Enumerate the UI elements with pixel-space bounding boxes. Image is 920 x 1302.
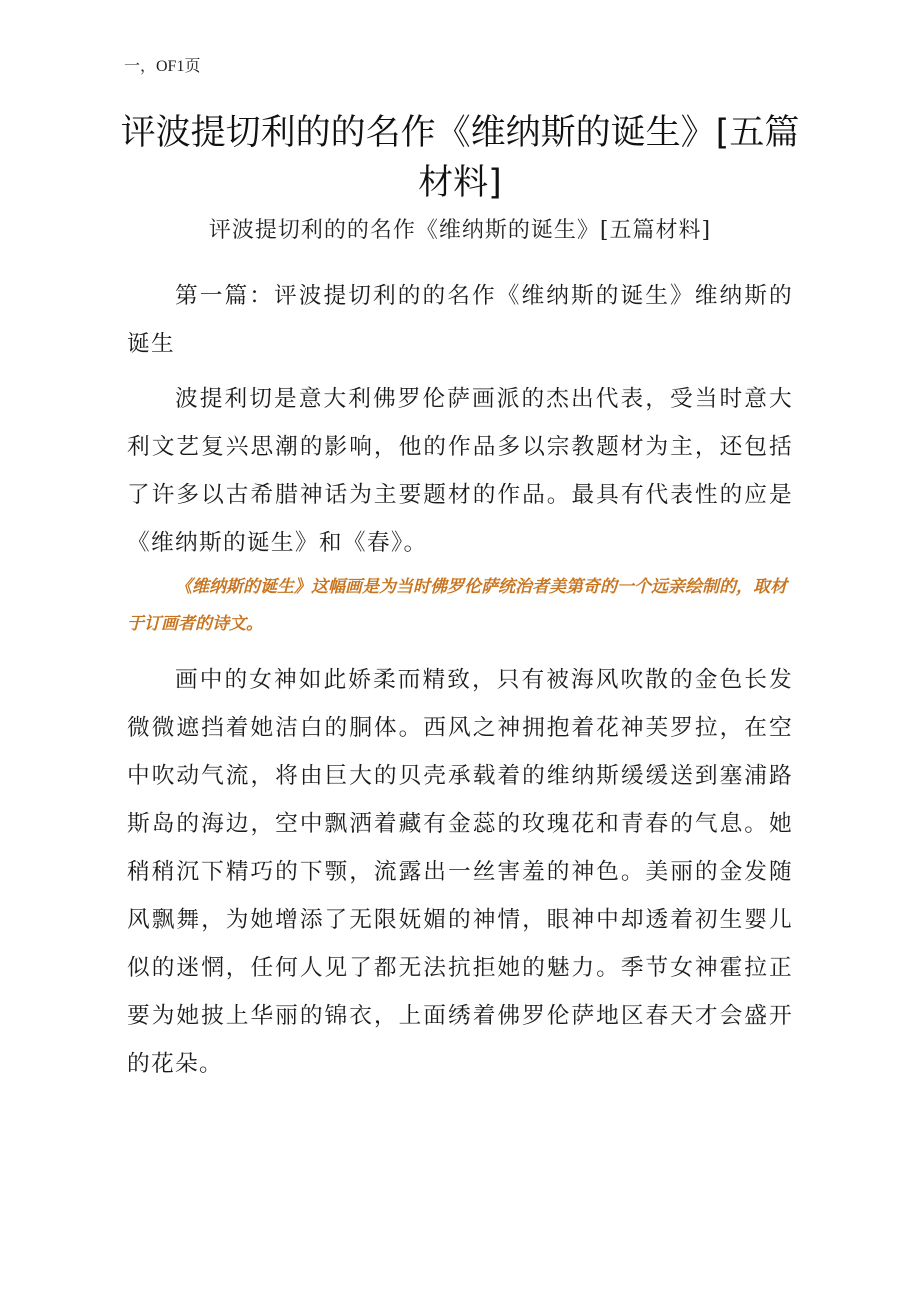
page-title: 评波提切利的的名作《维纳斯的诞生》[五篇材料] <box>120 113 800 203</box>
body-paragraph-1: 波提利切是意大利佛罗伦萨画派的杰出代表，受当时意大利文艺复兴思潮的影响，他的作品多以宗教题材为主，还包括了许多以古希腊神话为主要题材的作品。最具有代表性的应是《维纳斯的诞生》和《春》。 <box>127 386 793 556</box>
image-caption: 《维纳斯的诞生》这幅画是为当时佛罗伦萨统治者美第奇的一个远亲绘制的，取材于订画者的诗文。 <box>127 577 787 634</box>
page-header-marker: 一，OF1页 <box>124 58 201 75</box>
body-paragraph-2: 画中的女神如此娇柔而精致，只有被海风吹散的金色长发微微遮挡着她洁白的胴体。西风之神拥抱着花神芙罗拉，在空中吹动气流，将由巨大的贝壳承载着的维纳斯缓缓送到塞浦路斯岛的海边，空中飘洒着藏有金蕊的玫瑰花和青春的气息。她稍稍沉下精巧的下颚，流露出一丝害羞的神色。美丽的金发随风飘舞，为她增添了无限妩媚的神情，眼神中却透着初生婴儿似的迷惘，任何人见了都无法抗拒她的魅力。季节女神霍拉正要为她披上华丽的锦衣，上面绣着佛罗伦萨地区春天才会盛开的花朵。 <box>127 667 793 1077</box>
document-subtitle: 评波提切利的的名作《维纳斯的诞生》[五篇材料] <box>208 218 712 243</box>
section-heading: 第一篇：评波提切利的的名作《维纳斯的诞生》维纳斯的诞生 <box>127 283 793 357</box>
